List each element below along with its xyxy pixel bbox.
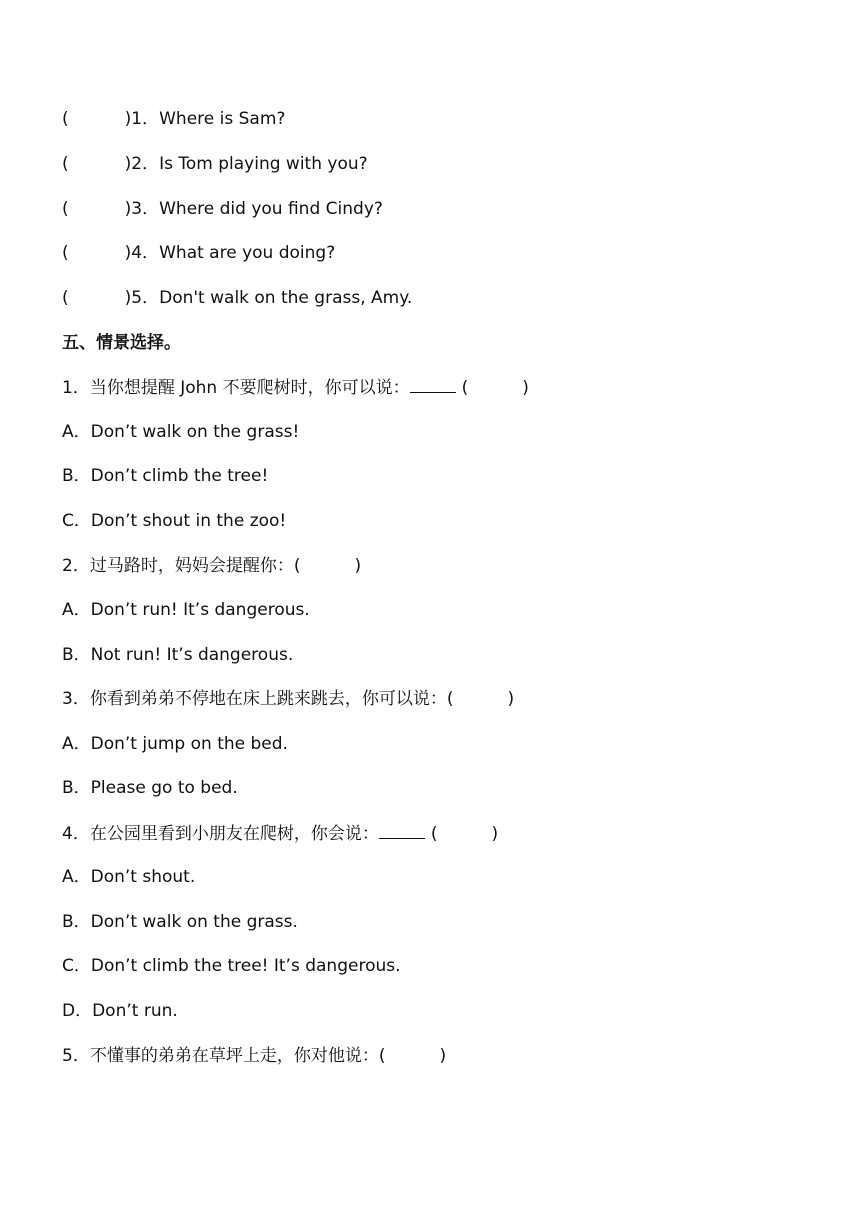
separator: ． [72,689,90,709]
item-text: Where is Sam? [159,109,286,129]
item-number: 4 [131,243,143,263]
option: C．Don’t shout in the zoo! [62,511,287,531]
question-2 [62,554,361,578]
question-stem: 在公园里看到小朋友在爬树，你会说： [89,824,379,844]
answer-paren-close: ) [354,556,362,576]
separator: ． [142,243,160,263]
separator: ． [142,199,160,219]
question-3 [62,687,514,711]
question-stem: 当你想提醒 John 不要爬树时，你可以说： [89,378,410,398]
answer-bracket-close: ) [124,199,132,219]
question-1 [62,375,529,400]
item-number: 5 [131,288,143,308]
option: A．Don’t run! It’s dangerous. [62,600,310,620]
item-number: 2 [131,154,143,174]
answer-paren-open: ( [293,556,301,576]
answer-bracket-close: ) [124,243,132,263]
matching-item-2 [62,152,368,176]
answer-paren-open: ( [378,1046,386,1066]
separator: ． [72,824,90,844]
answer-paren-close: ) [491,824,499,844]
answer-bracket-close: ) [124,154,132,174]
section-title: 五、情景选择。 [62,333,181,353]
answer-bracket-open: ( [62,109,69,129]
item-text: Where did you find Cindy? [159,199,383,219]
separator: ． [142,154,160,174]
option: D．Don’t run. [62,1001,178,1021]
matching-item-4 [62,241,335,265]
separator: ． [142,288,160,308]
answer-paren-open: ( [461,378,469,398]
answer-paren-open: ( [430,824,438,844]
question-number: 1 [62,378,73,398]
option: A．Don’t jump on the bed. [62,734,288,754]
separator: ． [142,109,160,129]
answer-bracket-close: ) [124,109,132,129]
question-stem: 过马路时，妈妈会提醒你： [89,556,294,576]
question-4 [62,821,498,846]
matching-item-1 [62,107,285,131]
option: B．Don’t climb the tree! [62,466,269,486]
option: A．Don’t walk on the grass! [62,422,300,442]
separator: ． [72,378,90,398]
question-stem: 不懂事的弟弟在草坪上走，你对他说： [89,1046,379,1066]
question-number: 4 [62,824,73,844]
option: C．Don’t climb the tree! It’s dangerous. [62,956,401,976]
item-text: What are you doing? [159,243,336,263]
question-number: 3 [62,689,73,709]
answer-bracket-close: ) [124,288,132,308]
matching-item-5 [62,286,412,310]
question-5 [62,1044,446,1068]
item-text: Don't walk on the grass, Amy. [159,288,413,308]
answer-bracket-open: ( [62,154,69,174]
answer-paren-open: ( [446,689,454,709]
answer-blank[interactable] [410,375,456,393]
answer-bracket-open: ( [62,199,69,219]
answer-paren-close: ) [507,689,515,709]
item-number: 3 [131,199,143,219]
answer-blank[interactable] [379,821,425,839]
answer-bracket-open: ( [62,243,69,263]
answer-paren-close: ) [439,1046,447,1066]
option: B．Please go to bed. [62,778,238,798]
question-stem: 你看到弟弟不停地在床上跳来跳去，你可以说： [89,689,447,709]
item-text: Is Tom playing with you? [159,154,368,174]
option: A．Don’t shout. [62,867,196,887]
option: B．Don’t walk on the grass. [62,912,298,932]
item-number: 1 [131,109,143,129]
answer-paren-close: ) [522,378,529,398]
separator: ． [72,556,90,576]
answer-bracket-open: ( [62,288,69,308]
separator: ． [72,1046,90,1066]
question-number: 2 [62,556,73,576]
matching-item-3 [62,197,383,221]
question-number: 5 [62,1046,73,1066]
option: B．Not run! It’s dangerous. [62,645,294,665]
